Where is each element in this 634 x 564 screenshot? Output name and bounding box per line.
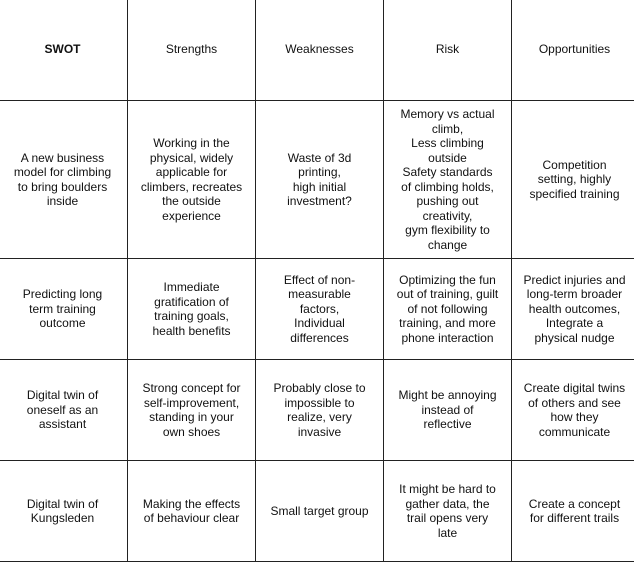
row-label-cell: Predicting long term training outcome — [0, 259, 128, 360]
row-label-cell: Digital twin of Kungsleden — [0, 461, 128, 562]
row-label-cell: A new business model for climbing to bring boulders inside — [0, 101, 128, 259]
table-row — [0, 360, 634, 461]
weaknesses-cell: Small target group — [256, 461, 384, 562]
opportunities-cell: Create digital twins of others and see how they communicate — [512, 360, 634, 461]
opportunities-cell: Competition setting, highly specified training — [512, 101, 634, 259]
strengths-cell: Making the effects of behaviour clear — [128, 461, 256, 562]
table-row — [0, 461, 634, 562]
header-opportunities: Opportunities — [512, 0, 634, 101]
header-swot: SWOT — [0, 0, 128, 101]
weaknesses-cell: Effect of non- measurable factors, Individual differences — [256, 259, 384, 360]
weaknesses-cell: Probably close to impossible to realize, very invasive — [256, 360, 384, 461]
opportunities-cell: Create a concept for different trails — [512, 461, 634, 562]
header-weaknesses: Weaknesses — [256, 0, 384, 101]
weaknesses-cell: Waste of 3d printing, high initial investment? — [256, 101, 384, 259]
risk-cell: Might be annoying instead of reflective — [384, 360, 512, 461]
risk-cell: Optimizing the fun out of training, guilt of not following training, and more phone interaction — [384, 259, 512, 360]
header-risk: Risk — [384, 0, 512, 101]
row-label-cell: Digital twin of oneself as an assistant — [0, 360, 128, 461]
risk-cell: Memory vs actual climb, Less climbing outside Safety standards of climbing holds, pushing out creativity, gym flexibility to change — [384, 101, 512, 259]
opportunities-cell: Predict injuries and long-term broader health outcomes, Integrate a physical nudge — [512, 259, 634, 360]
table-row — [0, 259, 634, 360]
header-strengths: Strengths — [128, 0, 256, 101]
strengths-cell: Strong concept for self-improvement, standing in your own shoes — [128, 360, 256, 461]
strengths-cell: Immediate gratification of training goals, health benefits — [128, 259, 256, 360]
strengths-cell: Working in the physical, widely applicable for climbers, recreates the outside experience — [128, 101, 256, 259]
header-row — [0, 0, 634, 101]
risk-cell: It might be hard to gather data, the trail opens very late — [384, 461, 512, 562]
table-row — [0, 101, 634, 259]
